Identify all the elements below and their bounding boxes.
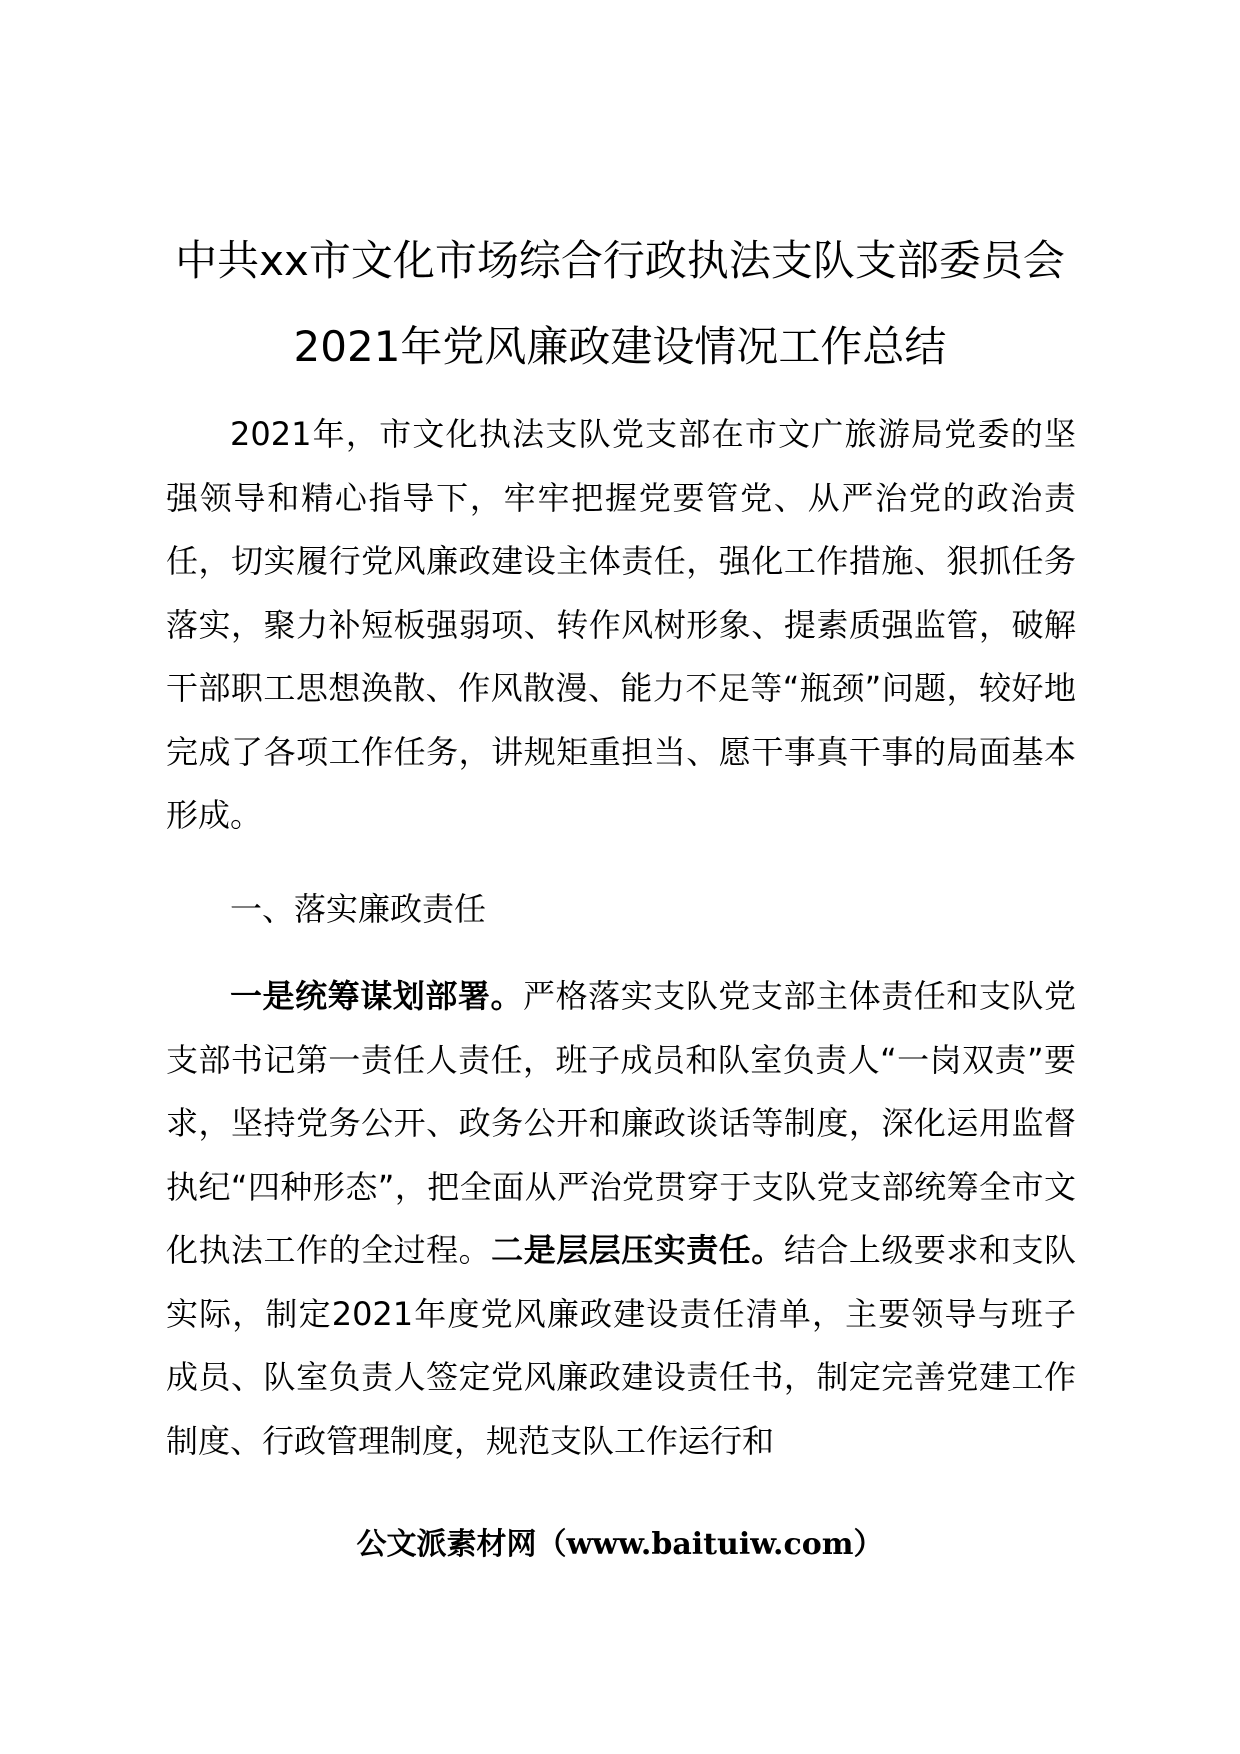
paragraph-text-2: 结合上级要求和支队实际，制定2021年度党风廉政建设责任清单，主要领导与班子成员、队室负责人签定党风廉政建设责任书，制定完善党建工作制度、行政管理制度，规范支队工作运行和 bbox=[166, 1231, 1076, 1460]
section-1-paragraph bbox=[166, 965, 1076, 1473]
document-title-line-2: 2021年党风廉政建设情况工作总结 bbox=[293, 322, 947, 371]
paragraph-lead-1: 一是统筹谋划部署。 bbox=[230, 977, 524, 1015]
paragraph-text-1: 严格落实支队党支部主体责任和支队党支部书记第一责任人责任，班子成员和队室负责人“一岗双责”要求，坚持党务公开、政务公开和廉政谈话等制度，深化运用监督执纪“四种形态”，把全面从严治党贯穿于支队党支部统筹全市文化执法工作的全过程。 bbox=[166, 977, 1076, 1269]
footer-watermark: 公文派素材网（www.baituiw.com） bbox=[356, 1527, 884, 1562]
intro-paragraph: 2021年，市文化执法支队党支部在市文广旅游局党委的坚强领导和精心指导下，牢牢把握党要管党、从严治党的政治责任，切实履行党风廉政建设主体责任，强化工作措施、狠抓任务落实，聚力补短板强弱项、转作风树形象、提素质强监管，破解干部职工思想涣散、作风散漫、能力不足等“瓶颈”问题，较好地完成了各项工作任务，讲规矩重担当、愿干事真干事的局面基本形成。 bbox=[166, 415, 1076, 834]
paragraph-lead-2: 二是层层压实责任。 bbox=[491, 1231, 784, 1269]
document-title-line-1: 中共xx市文化市场综合行政执法支队支部委员会 bbox=[175, 236, 1065, 285]
section-heading-1: 一、落实廉政责任 bbox=[230, 890, 487, 928]
